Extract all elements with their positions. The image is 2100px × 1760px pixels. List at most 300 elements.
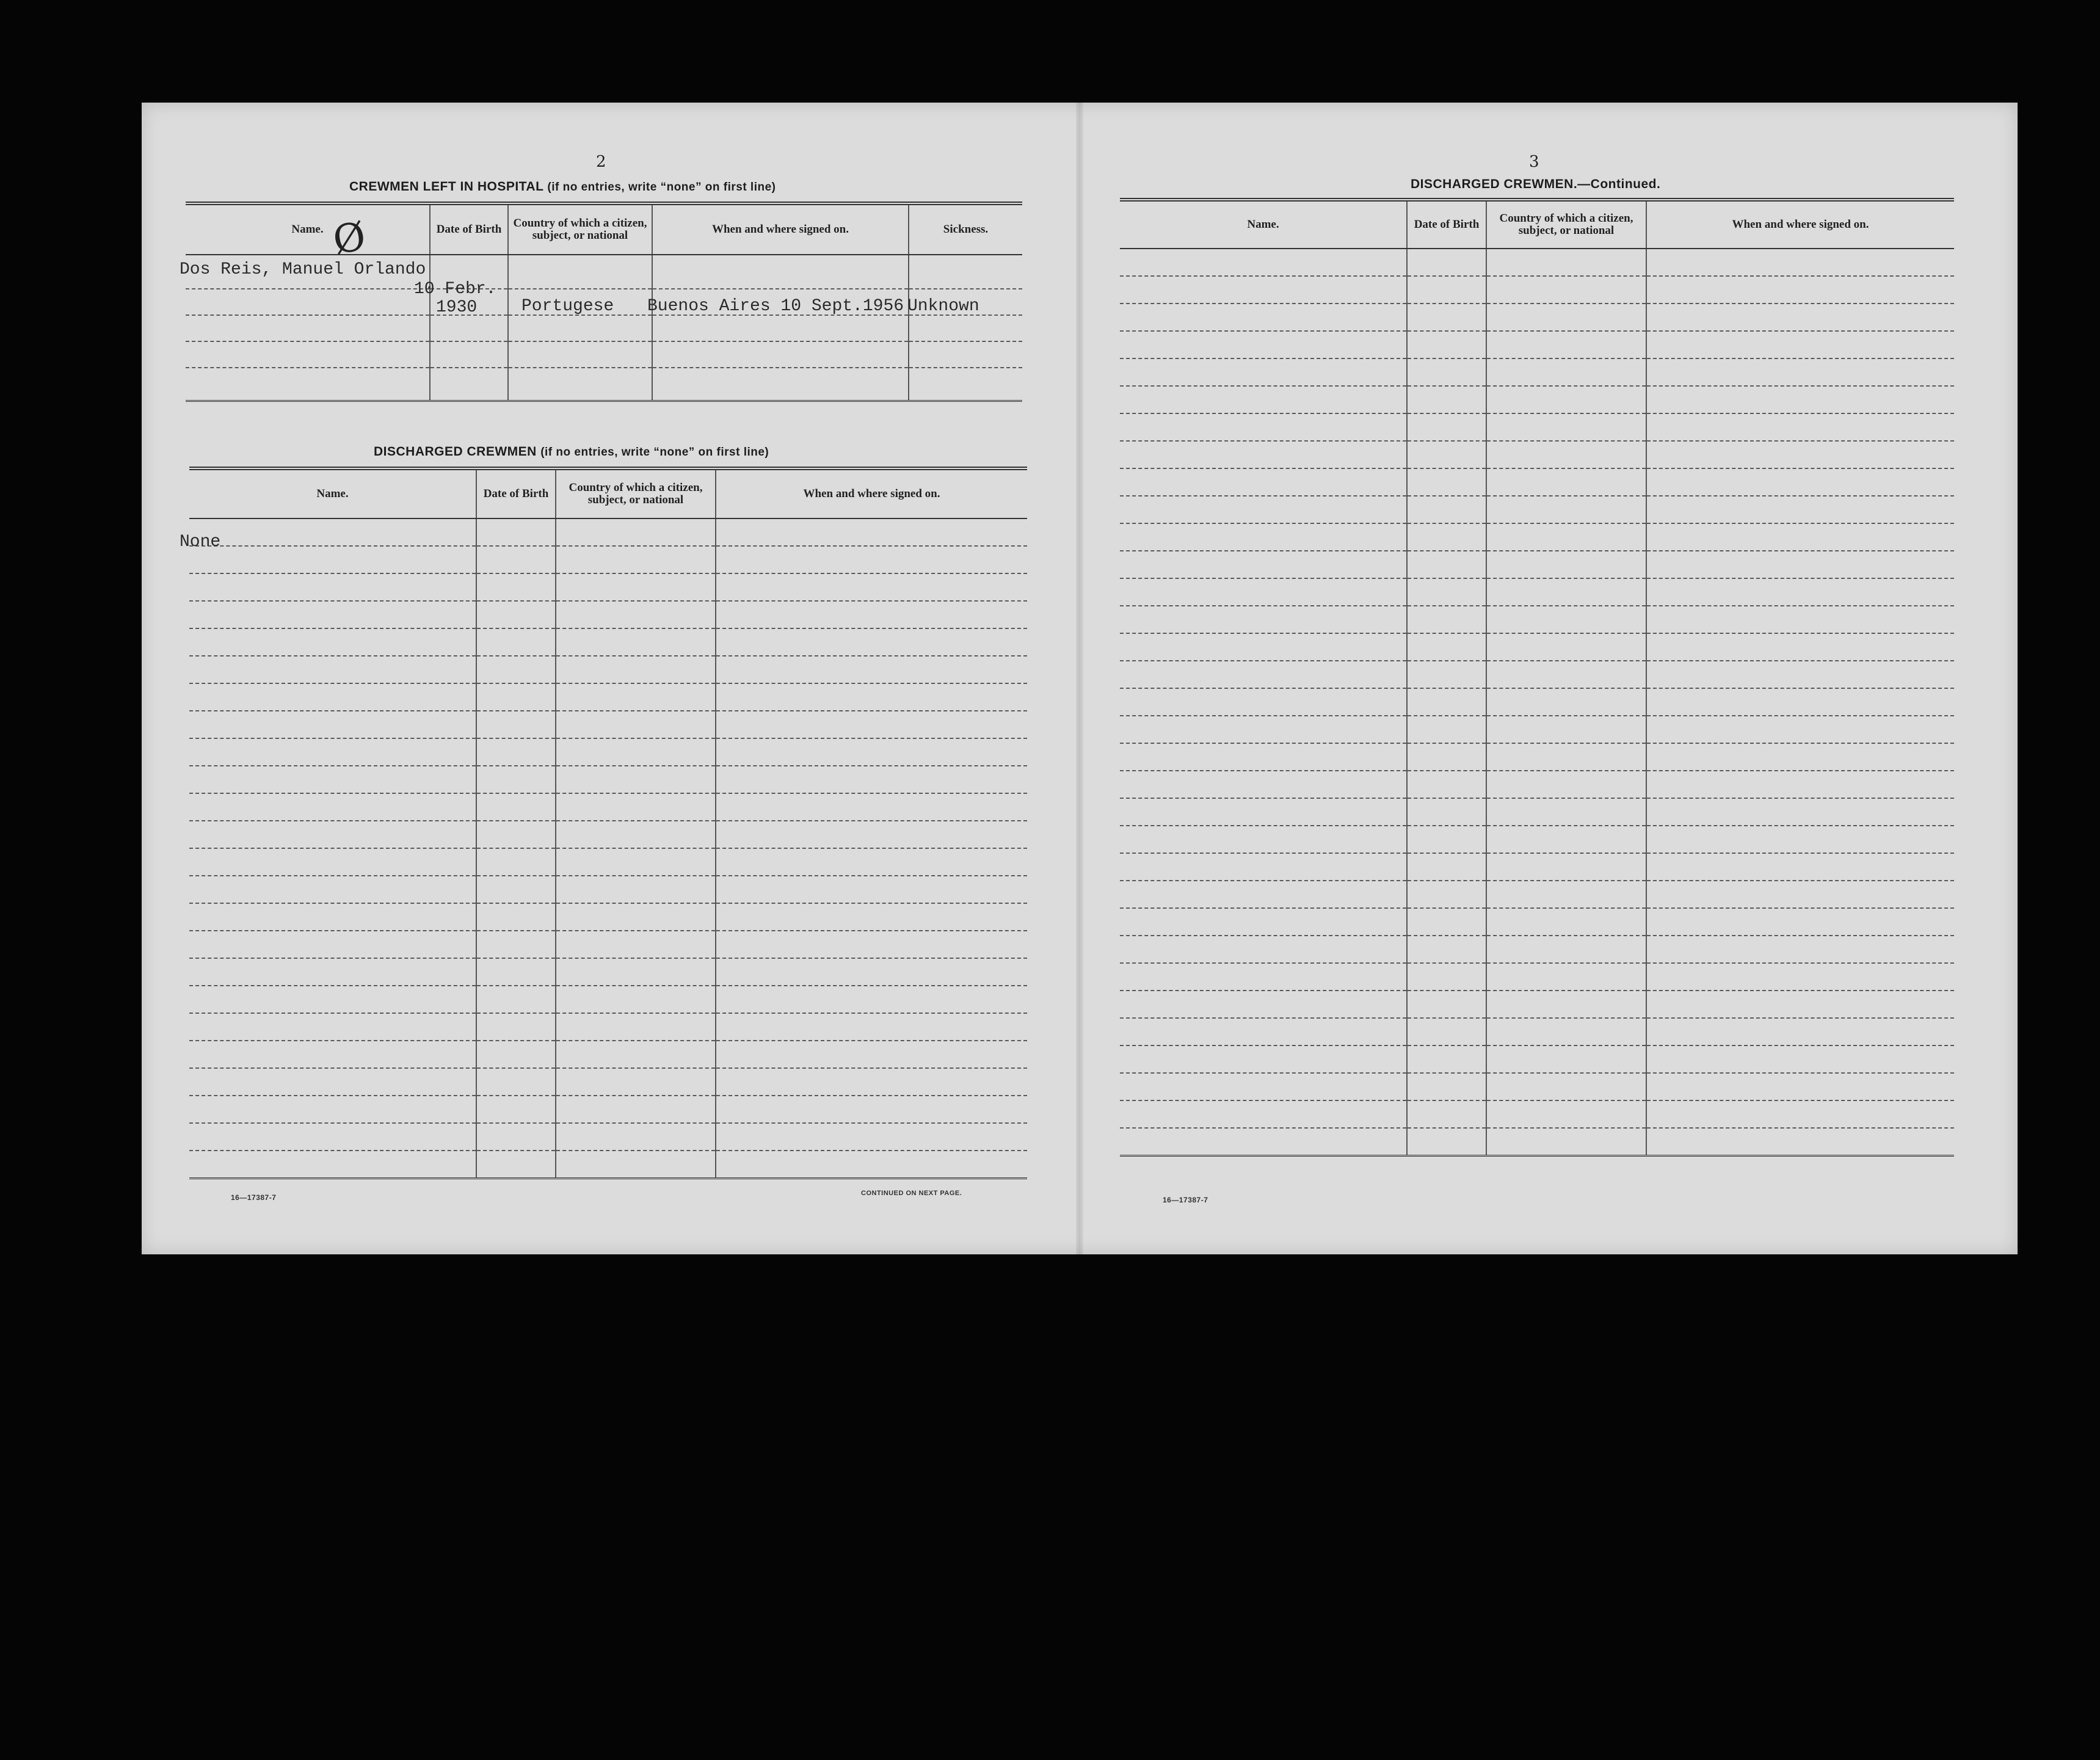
- table-cell: [1407, 606, 1486, 633]
- table-cell: [1120, 304, 1407, 331]
- table-cell: [1646, 1128, 1954, 1156]
- table-row: [1120, 606, 1954, 633]
- table-cell: [1120, 936, 1407, 963]
- table-cell: [1120, 523, 1407, 551]
- table-row: [189, 903, 1027, 931]
- table-cell: [476, 1068, 556, 1096]
- col-signed-header: When and where signed on.: [652, 203, 909, 255]
- table-row: [1120, 743, 1954, 771]
- table-cell: [1486, 276, 1646, 304]
- table-cell: [909, 341, 1022, 368]
- table-cell: [1407, 716, 1486, 743]
- table-cell: [476, 1041, 556, 1068]
- table-cell: [1486, 963, 1646, 991]
- table-cell: [189, 683, 476, 711]
- table-row: [189, 683, 1027, 711]
- table-row: [189, 958, 1027, 986]
- table-cell: [1120, 716, 1407, 743]
- col-sickness-header: Sickness.: [909, 203, 1022, 255]
- table-cell: [1646, 551, 1954, 578]
- table-cell: [476, 628, 556, 656]
- table-row: [189, 876, 1027, 903]
- table-cell: [1120, 496, 1407, 523]
- table-cell: [189, 1096, 476, 1123]
- table-cell: [189, 1123, 476, 1151]
- table-cell: [1120, 468, 1407, 496]
- table-row: [1120, 771, 1954, 798]
- table-cell: [1646, 743, 1954, 771]
- table-row: [189, 546, 1027, 573]
- table-cell: [716, 766, 1027, 793]
- table-cell: [476, 958, 556, 986]
- table-cell: [1646, 1018, 1954, 1045]
- table-cell: [652, 341, 909, 368]
- table-cell: [716, 931, 1027, 958]
- table-cell: [476, 1151, 556, 1179]
- table-row: [189, 628, 1027, 656]
- table-cell: [1486, 606, 1646, 633]
- table-row: [1120, 963, 1954, 991]
- left-page: [142, 103, 1076, 1254]
- table-row: [1120, 633, 1954, 661]
- table-cell: [1646, 688, 1954, 716]
- table-row: [189, 1068, 1027, 1096]
- table-row: [1120, 304, 1954, 331]
- table-cell: [476, 1013, 556, 1041]
- table-cell: [1646, 468, 1954, 496]
- table-cell: [1646, 991, 1954, 1018]
- table-cell: [556, 518, 716, 546]
- table-cell: [1486, 1018, 1646, 1045]
- table-row: [1120, 386, 1954, 413]
- table-cell: [1407, 826, 1486, 853]
- table-cell: [189, 1013, 476, 1041]
- table-cell: [716, 958, 1027, 986]
- table-cell: [556, 876, 716, 903]
- table-row: [1120, 551, 1954, 578]
- discharged-continued-table: [1120, 198, 1954, 1157]
- table-cell: [556, 1013, 716, 1041]
- hospital-section-title: [349, 180, 776, 194]
- col-signed-header: When and where signed on.: [716, 468, 1027, 518]
- col-country-header: Country of which a citizen, subject, or national: [556, 468, 716, 518]
- table-cell: [1407, 1073, 1486, 1100]
- table-cell: [1407, 304, 1486, 331]
- table-cell: [1486, 688, 1646, 716]
- table-cell: [1486, 496, 1646, 523]
- table-cell: [1486, 826, 1646, 853]
- table-row: [189, 711, 1027, 738]
- continued-note: CONTINUED ON NEXT PAGE.: [861, 1190, 962, 1197]
- table-cell: [556, 986, 716, 1013]
- col-name-header: Name.: [186, 203, 430, 255]
- table-cell: [1407, 743, 1486, 771]
- table-cell: [556, 656, 716, 683]
- table-cell: [716, 628, 1027, 656]
- table-cell: [1407, 1045, 1486, 1073]
- table-cell: [556, 1041, 716, 1068]
- entry-dob-day-month: 10 Febr.: [414, 280, 496, 299]
- document-sheet: [142, 103, 2018, 1254]
- table-row: [189, 573, 1027, 601]
- table-row: [189, 1096, 1027, 1123]
- col-dob-header: Date of Birth: [430, 203, 508, 255]
- table-row: [189, 821, 1027, 848]
- table-row: [189, 766, 1027, 793]
- table-row: [1120, 688, 1954, 716]
- table-cell: [716, 903, 1027, 931]
- table-row: [1120, 826, 1954, 853]
- table-cell: [189, 656, 476, 683]
- table-cell: [1407, 936, 1486, 963]
- table-cell: [1120, 1100, 1407, 1128]
- table-cell: [1407, 413, 1486, 441]
- table-cell: [716, 1068, 1027, 1096]
- table-cell: [189, 986, 476, 1013]
- table-cell: [189, 1041, 476, 1068]
- table-cell: [1407, 908, 1486, 936]
- table-cell: [1486, 468, 1646, 496]
- table-cell: [716, 546, 1027, 573]
- table-cell: [1407, 496, 1486, 523]
- table-cell: [1120, 798, 1407, 826]
- discharged-first-entry: None: [180, 533, 221, 551]
- table-cell: [556, 821, 716, 848]
- table-cell: [1120, 1073, 1407, 1100]
- table-cell: [716, 986, 1027, 1013]
- table-cell: [716, 656, 1027, 683]
- table-row: [1120, 331, 1954, 358]
- table-cell: [476, 573, 556, 601]
- table-cell: [1486, 1128, 1646, 1156]
- table-cell: [1646, 771, 1954, 798]
- table-cell: [1646, 1045, 1954, 1073]
- table-cell: [1120, 358, 1407, 386]
- table-cell: [1646, 1100, 1954, 1128]
- table-row: [1120, 853, 1954, 881]
- table-cell: [476, 601, 556, 628]
- table-cell: [476, 1123, 556, 1151]
- form-number: 16—17387-7: [231, 1193, 277, 1202]
- table-cell: [1646, 523, 1954, 551]
- table-cell: [1120, 908, 1407, 936]
- table-cell: [189, 876, 476, 903]
- table-cell: [1486, 881, 1646, 908]
- table-row: [186, 341, 1022, 368]
- col-country-header: Country of which a citizen, subject, or national: [508, 203, 652, 255]
- table-cell: [1486, 661, 1646, 688]
- table-cell: [1120, 331, 1407, 358]
- table-cell: [1407, 249, 1486, 276]
- table-cell: [476, 931, 556, 958]
- hospital-instruction: (if no entries, write “none” on first line): [547, 181, 776, 194]
- handwritten-mark: Ø: [329, 214, 369, 264]
- table-cell: [716, 821, 1027, 848]
- table-cell: [1120, 991, 1407, 1018]
- table-cell: [430, 341, 508, 368]
- table-row: [189, 1013, 1027, 1041]
- table-cell: [476, 546, 556, 573]
- table-cell: [476, 738, 556, 766]
- table-cell: [1486, 1073, 1646, 1100]
- right-page: [1083, 103, 2018, 1254]
- table-cell: [508, 315, 652, 341]
- table-cell: [556, 546, 716, 573]
- table-row: [189, 656, 1027, 683]
- table-cell: [1486, 523, 1646, 551]
- table-cell: [1407, 771, 1486, 798]
- table-cell: [476, 766, 556, 793]
- table-cell: [556, 1096, 716, 1123]
- table-cell: [1120, 881, 1407, 908]
- table-cell: [1407, 661, 1486, 688]
- table-cell: [556, 601, 716, 628]
- table-cell: [1407, 798, 1486, 826]
- table-cell: [189, 738, 476, 766]
- col-name-header: Name.: [189, 468, 476, 518]
- table-cell: [1646, 496, 1954, 523]
- table-row: [1120, 908, 1954, 936]
- table-cell: [1646, 908, 1954, 936]
- table-cell: [189, 518, 476, 546]
- table-cell: [189, 711, 476, 738]
- table-cell: [189, 821, 476, 848]
- table-row: [1120, 1128, 1954, 1156]
- table-cell: [189, 573, 476, 601]
- entry-signed-on: Buenos Aires 10 Sept.1956: [647, 297, 904, 316]
- table-cell: [1646, 881, 1954, 908]
- table-cell: [1120, 963, 1407, 991]
- table-cell: [476, 656, 556, 683]
- table-row: [186, 315, 1022, 341]
- table-row: [1120, 358, 1954, 386]
- table-cell: [1486, 771, 1646, 798]
- table-row: [189, 1151, 1027, 1179]
- table-cell: [189, 931, 476, 958]
- table-cell: [430, 368, 508, 401]
- table-cell: [1120, 633, 1407, 661]
- discharged-section-title: [374, 445, 769, 459]
- table-cell: [716, 1123, 1027, 1151]
- table-cell: [1407, 386, 1486, 413]
- table-cell: [1646, 963, 1954, 991]
- table-cell: [1407, 441, 1486, 468]
- table-cell: [1646, 249, 1954, 276]
- table-cell: [476, 1096, 556, 1123]
- table-cell: [1646, 386, 1954, 413]
- table-cell: [476, 848, 556, 876]
- table-cell: [652, 255, 909, 289]
- table-cell: [189, 903, 476, 931]
- table-cell: [1407, 963, 1486, 991]
- table-row: [1120, 1100, 1954, 1128]
- table-row: [189, 931, 1027, 958]
- table-row: [189, 518, 1027, 546]
- table-row: [189, 601, 1027, 628]
- table-cell: [508, 368, 652, 401]
- col-signed-header: When and where signed on.: [1646, 200, 1954, 249]
- table-cell: [1120, 1018, 1407, 1045]
- table-cell: [1486, 908, 1646, 936]
- table-row: [1120, 936, 1954, 963]
- table-cell: [1120, 1045, 1407, 1073]
- table-cell: [1120, 853, 1407, 881]
- table-cell: [556, 573, 716, 601]
- table-cell: [1407, 358, 1486, 386]
- table-cell: [1120, 441, 1407, 468]
- table-cell: [189, 1151, 476, 1179]
- table-row: [189, 738, 1027, 766]
- table-row: [189, 986, 1027, 1013]
- table-cell: [1486, 358, 1646, 386]
- table-cell: [189, 766, 476, 793]
- table-cell: [508, 255, 652, 289]
- table-cell: [1486, 578, 1646, 606]
- table-row: [1120, 578, 1954, 606]
- table-cell: [556, 1068, 716, 1096]
- table-cell: [716, 601, 1027, 628]
- table-cell: [476, 903, 556, 931]
- table-row: [1120, 276, 1954, 304]
- table-cell: [1120, 386, 1407, 413]
- table-cell: [1407, 881, 1486, 908]
- table-cell: [1486, 1100, 1646, 1128]
- table-cell: [1120, 551, 1407, 578]
- table-cell: [1407, 523, 1486, 551]
- table-cell: [909, 368, 1022, 401]
- table-cell: [1120, 661, 1407, 688]
- table-cell: [716, 738, 1027, 766]
- table-cell: [1407, 853, 1486, 881]
- table-cell: [1646, 331, 1954, 358]
- table-cell: [1646, 358, 1954, 386]
- table-cell: [189, 958, 476, 986]
- table-cell: [476, 793, 556, 821]
- table-cell: [1120, 826, 1407, 853]
- table-cell: [1486, 551, 1646, 578]
- table-row: [1120, 1018, 1954, 1045]
- table-cell: [476, 683, 556, 711]
- table-cell: [716, 573, 1027, 601]
- form-number: 16—17387-7: [1163, 1196, 1208, 1204]
- table-cell: [556, 848, 716, 876]
- table-cell: [476, 876, 556, 903]
- table-row: [189, 1123, 1027, 1151]
- table-cell: [1646, 304, 1954, 331]
- table-cell: [1120, 771, 1407, 798]
- table-cell: [556, 903, 716, 931]
- table-cell: [716, 876, 1027, 903]
- table-cell: [1646, 633, 1954, 661]
- table-cell: [1407, 331, 1486, 358]
- table-cell: [716, 1096, 1027, 1123]
- table-cell: [1646, 606, 1954, 633]
- table-cell: [1646, 441, 1954, 468]
- table-cell: [716, 1013, 1027, 1041]
- table-cell: [476, 821, 556, 848]
- table-row: [1120, 881, 1954, 908]
- table-cell: [189, 628, 476, 656]
- table-row: [189, 1041, 1027, 1068]
- table-cell: [1407, 1100, 1486, 1128]
- table-row: [1120, 249, 1954, 276]
- discharged-table: [189, 467, 1027, 1179]
- table-cell: [189, 1068, 476, 1096]
- col-country-header: Country of which a citizen, subject, or national: [1486, 200, 1646, 249]
- table-cell: [1486, 413, 1646, 441]
- table-row: [1120, 1045, 1954, 1073]
- entry-sickness: Unknown: [907, 297, 979, 316]
- table-cell: [1486, 991, 1646, 1018]
- table-cell: [1646, 826, 1954, 853]
- table-row: [1120, 441, 1954, 468]
- page-number: 2: [596, 153, 606, 171]
- table-cell: [716, 518, 1027, 546]
- table-row: [189, 793, 1027, 821]
- table-cell: [909, 315, 1022, 341]
- table-cell: [1486, 249, 1646, 276]
- table-cell: [1407, 578, 1486, 606]
- table-cell: [716, 1151, 1027, 1179]
- table-cell: [1407, 688, 1486, 716]
- table-cell: [186, 289, 430, 315]
- table-row: [1120, 716, 1954, 743]
- table-cell: [1646, 716, 1954, 743]
- discharged-title-text: DISCHARGED CREWMEN: [374, 445, 537, 459]
- table-cell: [1120, 276, 1407, 304]
- table-cell: [652, 368, 909, 401]
- table-row: [1120, 413, 1954, 441]
- table-cell: [476, 518, 556, 546]
- table-cell: [1646, 578, 1954, 606]
- table-row: [1120, 523, 1954, 551]
- table-cell: [1486, 1045, 1646, 1073]
- table-cell: [1486, 743, 1646, 771]
- col-dob-header: Date of Birth: [476, 468, 556, 518]
- table-cell: [476, 711, 556, 738]
- table-cell: [189, 848, 476, 876]
- table-cell: [1646, 798, 1954, 826]
- table-cell: [1646, 853, 1954, 881]
- table-cell: [556, 931, 716, 958]
- table-cell: [1646, 1073, 1954, 1100]
- table-cell: [1486, 798, 1646, 826]
- table-cell: [556, 1151, 716, 1179]
- table-cell: [1407, 276, 1486, 304]
- col-name-header: Name.: [1120, 200, 1407, 249]
- table-cell: [556, 711, 716, 738]
- entry-name: Dos Reis, Manuel Orlando: [180, 260, 426, 279]
- table-cell: [1120, 578, 1407, 606]
- table-row: [186, 368, 1022, 401]
- table-cell: [556, 958, 716, 986]
- table-row: [1120, 661, 1954, 688]
- page-number: 3: [1529, 153, 1539, 171]
- table-cell: [1486, 441, 1646, 468]
- table-cell: [1120, 606, 1407, 633]
- col-dob-header: Date of Birth: [1407, 200, 1486, 249]
- table-cell: [1646, 276, 1954, 304]
- discharged-instruction: (if no entries, write “none” on first line): [540, 446, 769, 459]
- table-row: [1120, 496, 1954, 523]
- table-cell: [1120, 1128, 1407, 1156]
- table-row: [189, 848, 1027, 876]
- table-cell: [1646, 413, 1954, 441]
- table-cell: [1486, 936, 1646, 963]
- table-cell: [652, 315, 909, 341]
- table-cell: [1486, 331, 1646, 358]
- table-cell: [430, 315, 508, 341]
